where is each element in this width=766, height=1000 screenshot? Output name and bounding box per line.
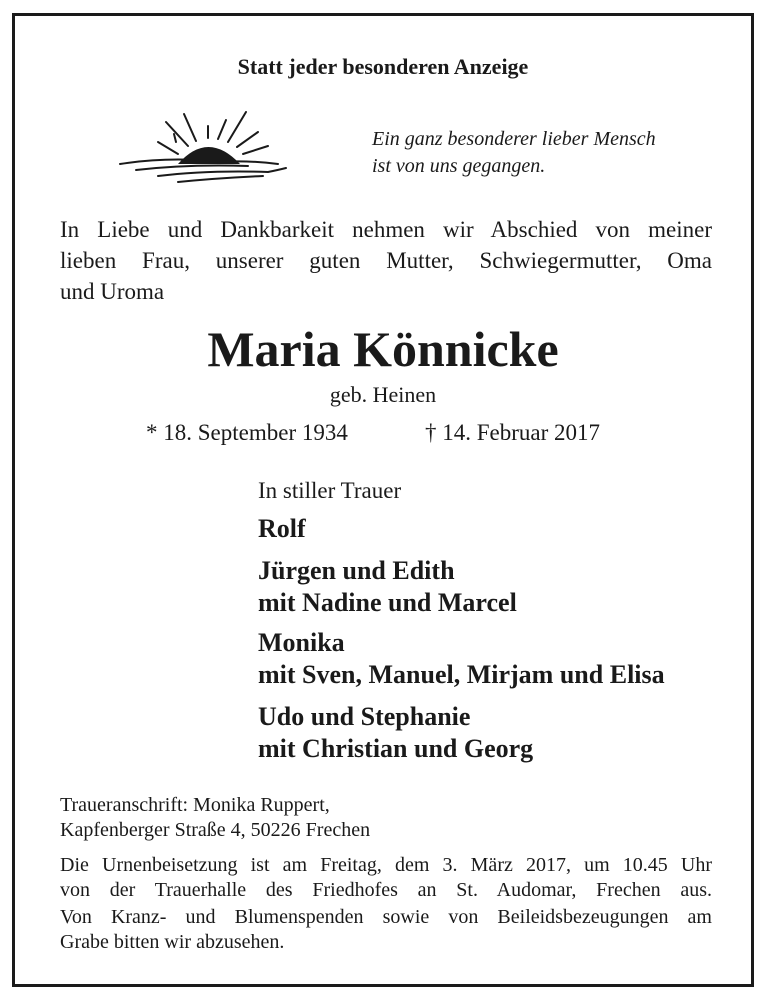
address-line-2: Kapfenberger Straße 4, 50226 Frechen xyxy=(60,819,371,841)
intro-line-3: und Uroma xyxy=(60,279,165,304)
intro-line-2: lieben Frau, unserer guten Mutter, Schwiegermutter, Oma xyxy=(60,248,712,273)
notice-line-3: Von Kranz- und Blumenspenden sowie von Beileidsbezeugungen am xyxy=(60,906,712,928)
mourner-line: mit Christian und Georg xyxy=(258,734,534,763)
mourner-line: Udo und Stephanie xyxy=(258,702,471,731)
address-line-1: Traueranschrift: Monika Ruppert, xyxy=(60,794,330,816)
mourners-intro: In stiller Trauer xyxy=(258,478,402,503)
mourner-line: mit Nadine und Marcel xyxy=(258,588,517,617)
mourner-line: mit Sven, Manuel, Mirjam und Elisa xyxy=(258,660,665,689)
quote-line-1: Ein ganz besonderer lieber Mensch xyxy=(372,128,656,150)
death-date: † 14. Februar 2017 xyxy=(425,420,601,445)
notice-line-4: Grabe bitten wir abzusehen. xyxy=(60,931,285,953)
birth-name: geb. Heinen xyxy=(329,382,437,407)
deceased-name: Maria Könnicke xyxy=(207,321,559,377)
header-title: Statt jeder besonderen Anzeige xyxy=(237,54,529,79)
notice-line-1: Die Urnenbeisetzung ist am Freitag, dem 3. März 2017, um 10.45 Uhr xyxy=(60,854,712,876)
intro-line-1: In Liebe und Dankbarkeit nehmen wir Abschied von meiner xyxy=(60,217,712,242)
quote-line-2: ist von uns gegangen. xyxy=(372,155,546,177)
mourner-line: Jürgen und Edith xyxy=(258,556,455,585)
sunrise-icon xyxy=(118,108,288,188)
intro-text xyxy=(60,214,712,307)
birth-date: * 18. September 1934 xyxy=(146,420,348,445)
mourner-line: Rolf xyxy=(258,514,306,543)
notice-line-2: von der Trauerhalle des Friedhofes an St. Audomar, Frechen aus. xyxy=(60,879,712,901)
mourner-line: Monika xyxy=(258,628,345,657)
